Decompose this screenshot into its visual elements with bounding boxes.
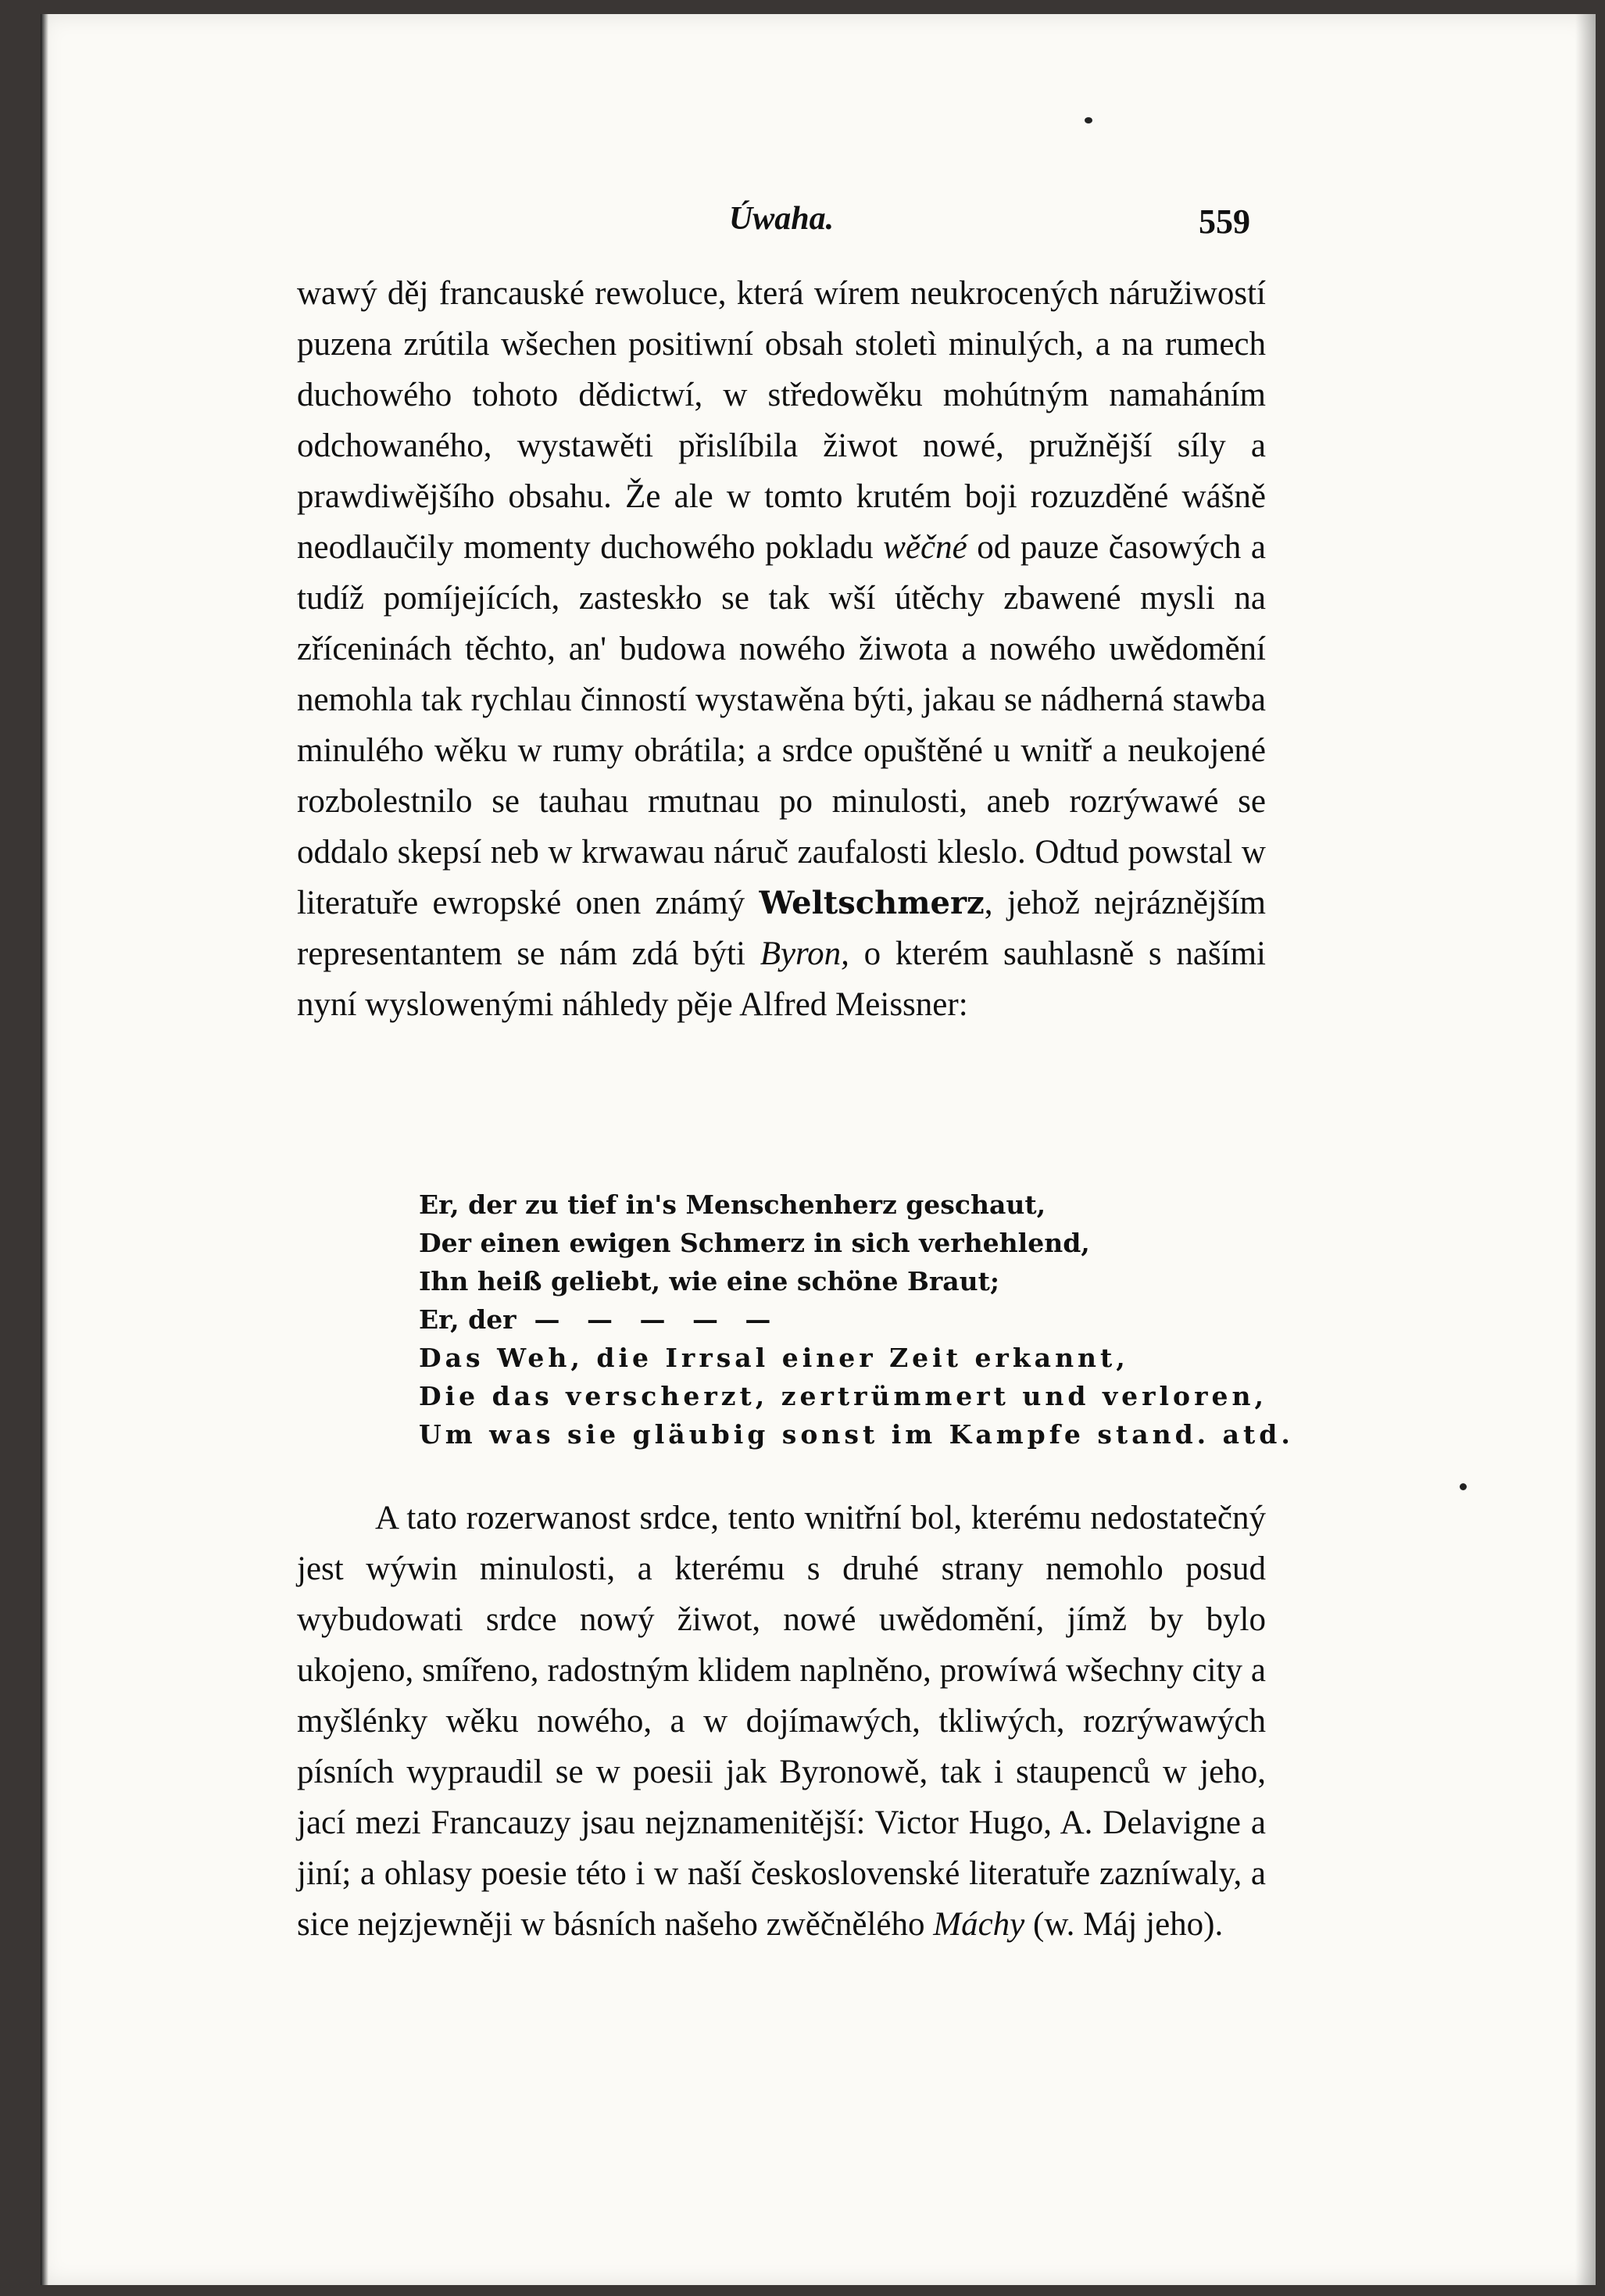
ink-speck: [1085, 117, 1092, 123]
poem-line: Der einen ewigen Schmerz in sich verhehlend,: [419, 1228, 1090, 1258]
emphasis-wecne: wěčné: [883, 529, 967, 566]
poem-line: Das Weh, die Irrsal einer Zeit erkannt,: [419, 1343, 1129, 1373]
poem-line: Ihn heiß geliebt, wie eine schöne Braut;: [419, 1266, 1000, 1296]
paragraph-1-part-4: o kterém sauhlasně s našími nyní wyslowenými náhledy pěje Alfred Meissner:: [297, 935, 1267, 1023]
emphasis-byron: Byron,: [760, 935, 849, 972]
paragraph-1-part-1: wawý děj francauské rewoluce, která wírem neukrocených náružiwostí puzena zrútila wšechen positiwní obsah stoletì minulých, a na rumech duchowého tohoto dědictwí, w středowěku mohútným namaháním odchowaného, wystawěti přislíbila žiwot nowé, pružnější síly a prawdiwějšího obsahu. Že ale w tomto krutém boji rozuzděné wášně neodlaučily momenty duchowého pokladu: [297, 275, 1266, 566]
fraktur-word: Weltschmerz: [759, 885, 985, 921]
poem-line: Er, der zu tief in's Menschenherz geschaut,: [419, 1189, 1046, 1220]
paragraph-1-part-3: , jehož nejráznějším representantem se nám zdá býti: [297, 885, 1266, 972]
paragraph-2-part-2: (w. Máj jeho).: [1024, 1906, 1224, 1943]
german-quotation: [419, 1186, 1294, 1454]
paragraph-2-part-1: A tato rozerwanost srdce, tento wnitřní bol, kterému nedostatečný jest wýwin minulosti, a kterému s druhé strany nemohlo posud wybudowati srdce nowý žiwot, nowé uwědomění, jímž by bylo ukojeno, smířeno, radostným klidem naplněno, prowíwá wšechny city a myšlénky wěku nowého, a w dojímawých, tkliwých, rozrýwawých písních wypraudil se w poesii jak Byronowě, tak i staupenců w jeho, jací mezi Francauzy jsau nejznamenitější: Victor Hugo, A. Delavigne a jiní; a ohlasy poesie této i w naší československé literatuře zazníwaly, a sice nejzjewněji w básních našeho zwěčnělého: [297, 1500, 1266, 1943]
paragraph-1-part-2: od pauze časowých a tudíž pomíjejících, zasteskło se tak wší útěchy zbawené mysli na zříceninách těchto, an' budowa nowého žiwota a nowého uwědomění nemohla tak rychlau činností wystawěna býti, jakau se nádherná stawba minulého wěku w rumy obrátila; a srdce opuštěné u wnitř a neukojené rozbolestnilo se tauhau rmutnau po minulosti, aneb rozrýwawé se oddalo skepsí neb w krwawau náruč zaufalosti kleslo. Odtud powstal w literatuře ewropské onen známý: [297, 529, 1267, 921]
emphasis-machy: Máchy: [933, 1906, 1025, 1943]
page-header: [297, 200, 1266, 247]
paragraph-1: [297, 268, 1266, 1030]
second-text-block: [297, 1493, 1266, 1950]
ink-speck: [1460, 1483, 1467, 1490]
running-title: Úwaha.: [728, 201, 835, 237]
poem-line: Er, der — — — — —: [419, 1304, 771, 1335]
page-number: 559: [1199, 202, 1250, 241]
paragraph-2: [297, 1493, 1266, 1950]
poem-line: Um was sie gläubig sonst im Kampfe stand. atd.: [419, 1419, 1294, 1450]
poem-line: Die das verscherzt, zertrümmert und verloren,: [419, 1381, 1267, 1411]
main-text-block: [297, 268, 1266, 1030]
